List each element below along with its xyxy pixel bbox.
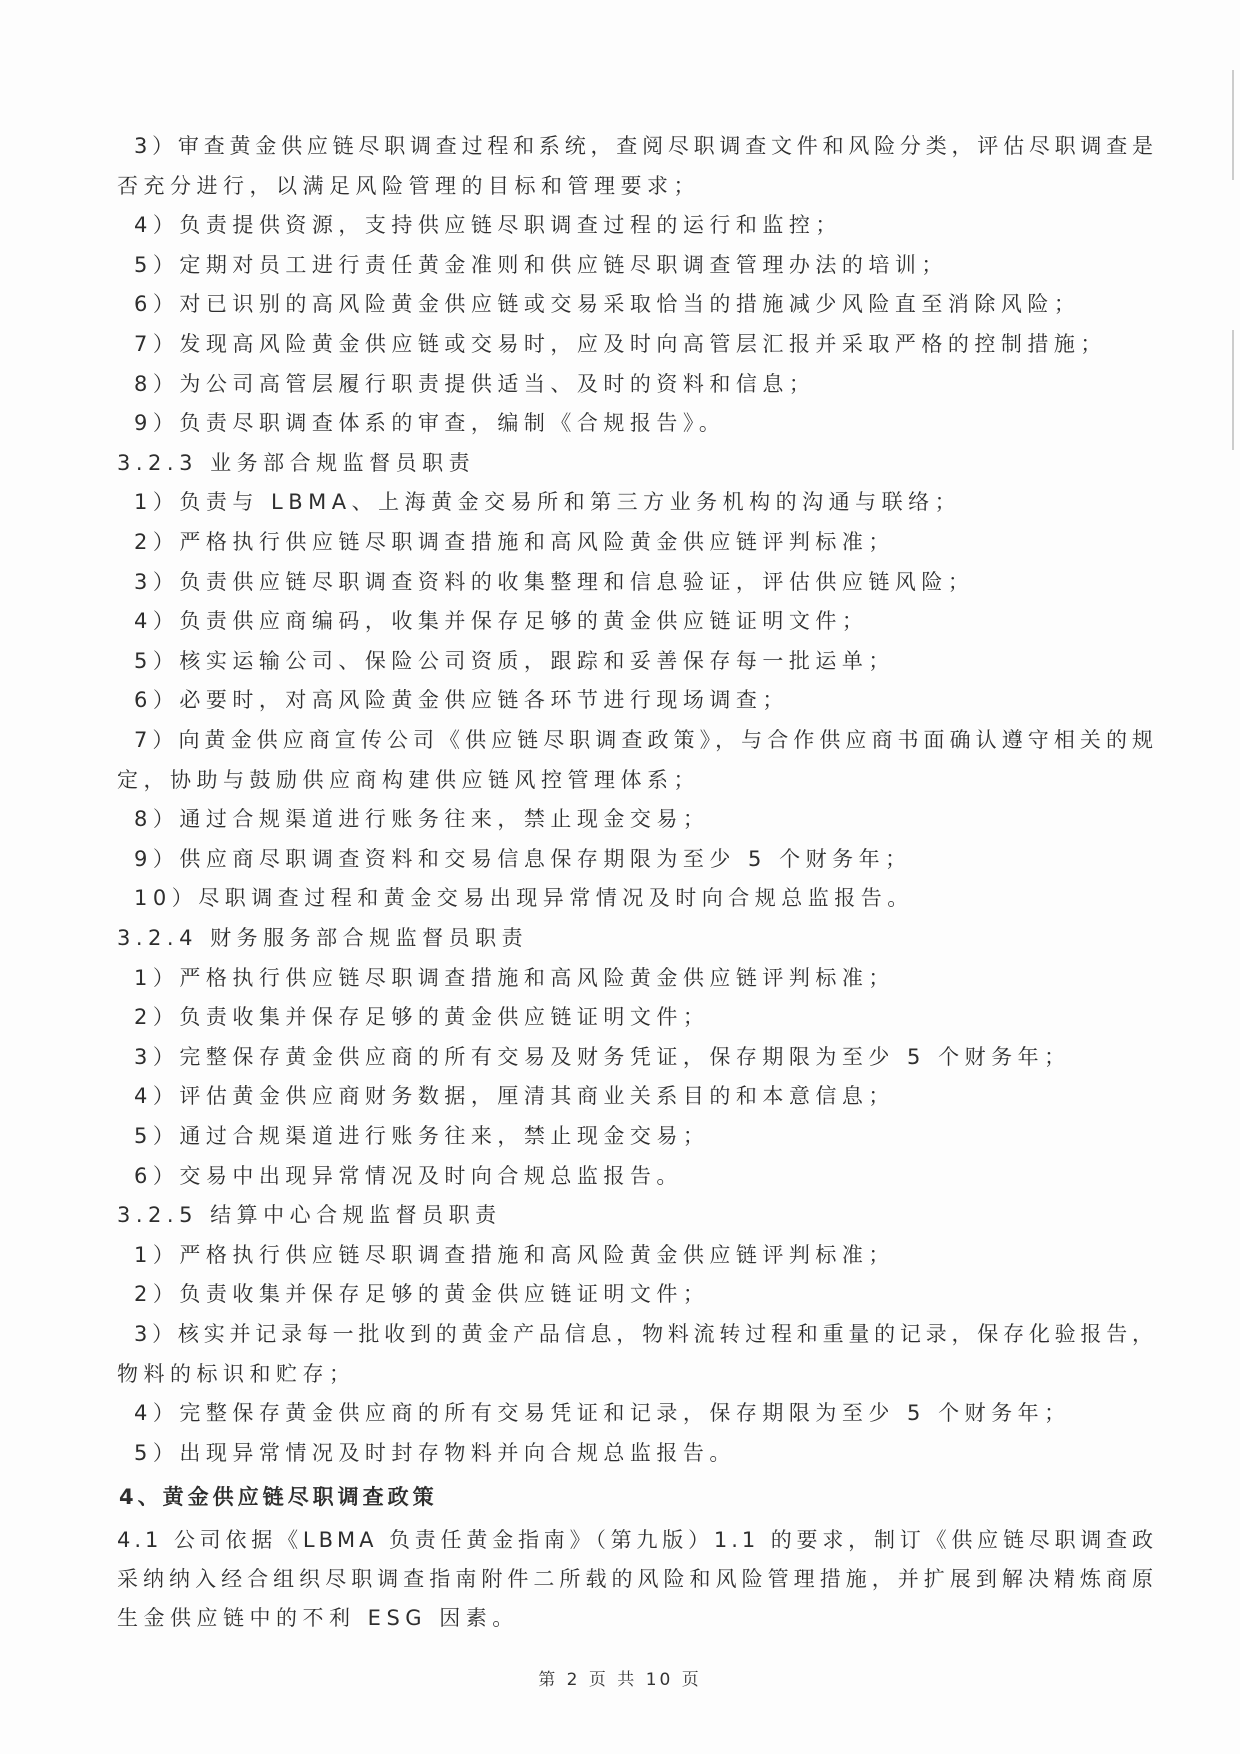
list-item: 否充分进行，以满足风险管理的目标和管理要求； (117, 173, 700, 198)
paragraph-line: 生金供应链中的不利 ESG 因素。 (117, 1606, 519, 1630)
list-item: 3）核实并记录每一批收到的黄金产品信息，物料流转过程和重量的记录，保存化验报告， (134, 1322, 1157, 1346)
list-item: 4）完整保存黄金供应商的所有交易凭证和记录，保存期限为至少 5 个财务年； (134, 1401, 1071, 1426)
list-item: 2）负责收集并保存足够的黄金供应链证明文件； (134, 1282, 710, 1307)
list-item: 4）评估黄金供应商财务数据，厘清其商业关系目的和本意信息； (134, 1084, 895, 1109)
list-item: 7）发现高风险黄金供应链或交易时，应及时向高管层汇报并采取严格的控制措施； (134, 332, 1107, 356)
list-item: 3）完整保存黄金供应商的所有交易及财务凭证，保存期限为至少 5 个财务年； (134, 1044, 1071, 1069)
list-item: 5）定期对员工进行责任黄金准则和供应链尽职调查管理办法的培训； (134, 252, 948, 277)
list-item: 9）供应商尽职调查资料和交易信息保存期限为至少 5 个财务年； (134, 846, 912, 871)
list-item: 8）为公司高管层履行职责提供适当、及时的资料和信息； (134, 371, 816, 396)
section-heading: 3.2.5 结算中心合规监督员职责 (117, 1203, 502, 1228)
list-item: 2）负责收集并保存足够的黄金供应链证明文件； (134, 1005, 710, 1030)
list-item: 定，协助与鼓励供应商构建供应链风控管理体系； (117, 767, 700, 792)
paragraph-line: 采纳纳入经合组织尽职调查指南附件二所载的风险和风险管理措施，并扩展到解决精炼商原 (117, 1567, 1157, 1591)
scan-edge-mark (1232, 330, 1234, 450)
list-item: 4）负责提供资源，支持供应链尽职调查过程的运行和监控； (134, 213, 842, 238)
list-item: 6）交易中出现异常情况及时向合规总监报告。 (134, 1163, 683, 1188)
list-item: 1）严格执行供应链尽职调查措施和高风险黄金供应链评判标准； (134, 1242, 895, 1267)
list-item: 物料的标识和贮存； (117, 1361, 356, 1386)
list-item: 5）通过合规渠道进行账务往来，禁止现金交易； (134, 1124, 710, 1148)
list-item: 5）出现异常情况及时封存物料并向合规总监报告。 (134, 1440, 736, 1465)
list-item: 2）严格执行供应链尽职调查措施和高风险黄金供应链评判标准； (134, 530, 895, 554)
list-item: 1）负责与 LBMA、上海黄金交易所和第三方业务机构的沟通与联络； (134, 490, 962, 515)
section-heading: 3.2.4 财务服务部合规监督员职责 (117, 926, 529, 950)
list-item: 6）必要时，对高风险黄金供应链各环节进行现场调查； (134, 688, 789, 713)
list-item: 7）向黄金供应商宣传公司《供应链尽职调查政策》，与合作供应商书面确认遵守相关的规 (134, 728, 1157, 752)
scan-edge-mark (1232, 70, 1234, 180)
list-item: 9）负责尽职调查体系的审查，编制《合规报告》。 (134, 411, 726, 436)
list-item: 1）严格执行供应链尽职调查措施和高风险黄金供应链评判标准； (134, 965, 895, 990)
page-footer: 第 2 页 共 10 页 (538, 1670, 702, 1690)
list-item: 3）审查黄金供应链尽职调查过程和系统，查阅尽职调查文件和风险分类，评估尽职调查是 (134, 134, 1157, 158)
list-item: 3）负责供应链尽职调查资料的收集整理和信息验证，评估供应链风险； (134, 569, 975, 594)
section-heading: 3.2.3 业务部合规监督员职责 (117, 450, 476, 475)
paragraph-line: 4.1 公司依据《LBMA 负责任黄金指南》（第九版）1.1 的要求，制订《供应链尽职调查政 (117, 1528, 1157, 1552)
list-item: 4）负责供应商编码，收集并保存足够的黄金供应链证明文件； (134, 609, 869, 634)
list-item: 10）尽职调查过程和黄金交易出现异常情况及时向合规总监报告。 (134, 886, 914, 911)
list-item: 8）通过合规渠道进行账务往来，禁止现金交易； (134, 807, 710, 832)
section-4-heading: 4、黄金供应链尽职调查政策 (119, 1485, 438, 1509)
list-item: 5）核实运输公司、保险公司资质，跟踪和妥善保存每一批运单； (134, 648, 895, 673)
list-item: 6）对已识别的高风险黄金供应链或交易采取恰当的措施减少风险直至消除风险； (134, 292, 1081, 317)
